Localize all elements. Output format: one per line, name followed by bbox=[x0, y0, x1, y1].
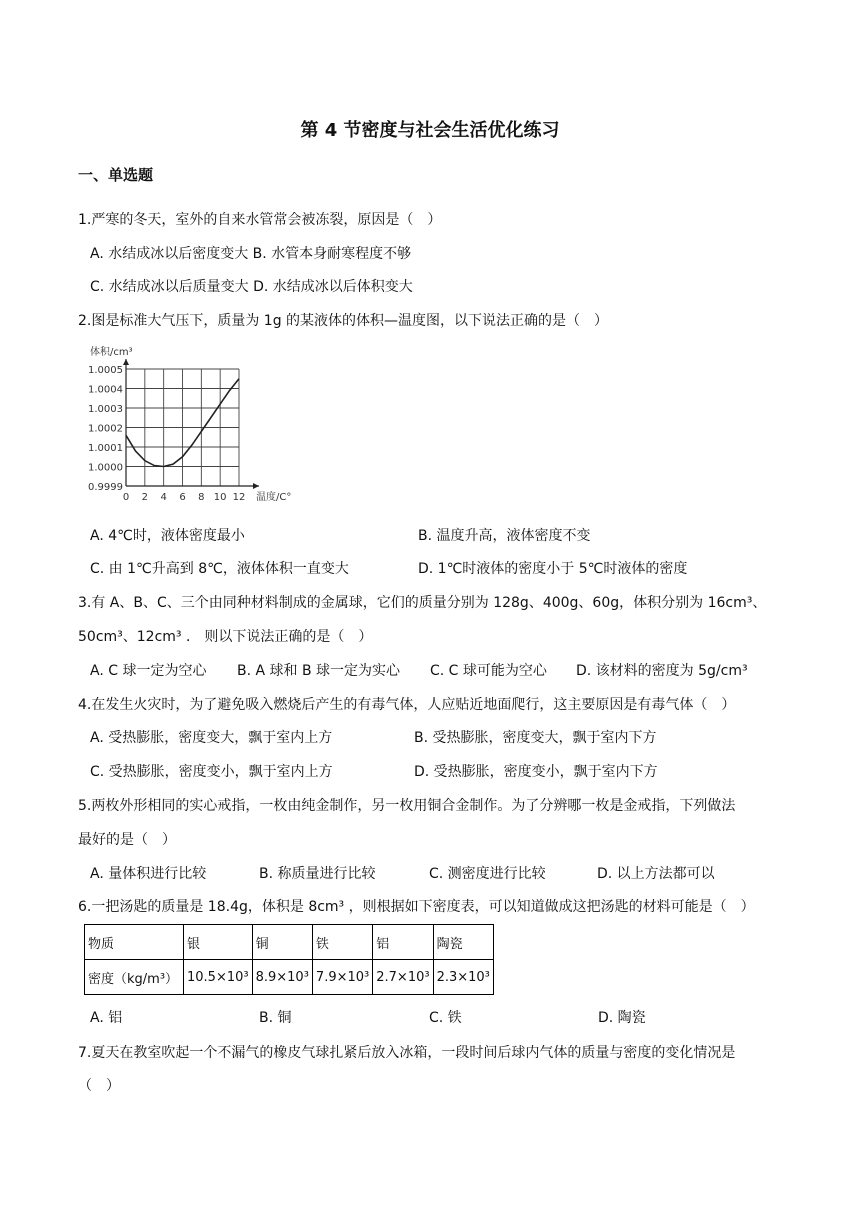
question-4-option-a: A. 受热膨胀，密度变大，飘于室内上方 bbox=[90, 730, 333, 746]
table-cell: 2.3×10³ bbox=[433, 960, 493, 995]
question-4-stem: 4.在发生火灾时，为了避免吸入燃烧后产生的有毒气体，人应贴近地面爬行，这主要原因是有毒气体（ ） bbox=[78, 697, 736, 713]
page-title: 第 4 节密度与社会生活优化练习 bbox=[300, 120, 560, 141]
table-cell: 陶瓷 bbox=[433, 925, 493, 960]
question-5-option-a: A. 量体积进行比较 bbox=[90, 866, 207, 882]
table-cell: 密度（kg/m³） bbox=[85, 960, 184, 995]
density-table bbox=[84, 924, 494, 995]
question-1-stem: 1.严寒的冬天，室外的自来水管常会被冻裂，原因是（ ） bbox=[78, 212, 442, 228]
question-6-option-b: B. 铜 bbox=[259, 1010, 292, 1026]
question-2-option-a: A. 4℃时，液体密度最小 bbox=[90, 528, 245, 544]
question-5-option-d: D. 以上方法都可以 bbox=[597, 866, 715, 882]
chart-xlabel: 温度/C° bbox=[256, 492, 292, 503]
question-2-stem: 2.图是标准大气压下，质量为 1g 的某液体的体积—温度图，以下说法正确的是（ ） bbox=[78, 313, 609, 329]
x-tick-label: 10 bbox=[213, 492, 227, 503]
question-6-option-d: D. 陶瓷 bbox=[598, 1010, 646, 1026]
question-3-stem-line-2: 50cm³、12cm³ ． 则以下说法正确的是（ ） bbox=[78, 629, 373, 645]
table-cell: 8.9×10³ bbox=[252, 960, 312, 995]
x-tick-label: 6 bbox=[179, 492, 186, 503]
table-cell: 2.7×10³ bbox=[373, 960, 433, 995]
table-row bbox=[85, 960, 494, 995]
y-tick-label: 1.0005 bbox=[88, 365, 123, 376]
chart-grid bbox=[126, 369, 239, 486]
chart-x-tick-labels bbox=[123, 492, 246, 503]
question-7-stem-line-2: （ ） bbox=[78, 1078, 120, 1094]
question-2-option-d: D. 1℃时液体的密度小于 5℃时液体的密度 bbox=[418, 561, 688, 577]
question-1-options-line-1: A. 水结成冰以后密度变大 B. 水管本身耐寒程度不够 bbox=[90, 246, 412, 262]
volume-temperature-chart bbox=[84, 340, 314, 505]
question-6-option-c: C. 铁 bbox=[429, 1010, 462, 1026]
question-4-option-b: B. 受热膨胀，密度变大，飘于室内下方 bbox=[414, 730, 657, 746]
question-5-stem-line-1: 5.两枚外形相同的实心戒指，一枚由纯金制作，另一枚用铜合金制作。为了分辨哪一枚是金戒指，下列做法 bbox=[78, 798, 736, 814]
y-axis-arrow bbox=[123, 359, 129, 365]
question-4-option-d: D. 受热膨胀，密度变小，飘于室内下方 bbox=[414, 764, 658, 780]
y-tick-label: 0.9999 bbox=[88, 482, 123, 493]
question-3-option-c: C. C 球可能为空心 bbox=[430, 663, 547, 679]
question-3-option-b: B. A 球和 B 球一定为实心 bbox=[237, 663, 401, 679]
y-tick-label: 1.0000 bbox=[88, 462, 123, 474]
table-cell: 10.5×10³ bbox=[184, 960, 253, 995]
question-3-option-a: A. C 球一定为空心 bbox=[90, 663, 207, 679]
y-tick-label: 1.0002 bbox=[88, 423, 123, 435]
question-2-option-b: B. 温度升高，液体密度不变 bbox=[418, 528, 591, 544]
x-tick-label: 8 bbox=[198, 492, 205, 503]
x-tick-label: 2 bbox=[141, 492, 149, 503]
question-3-option-d: D. 该材料的密度为 5g/cm³ bbox=[576, 663, 748, 679]
question-7-stem-line-1: 7.夏天在教室吹起一个不漏气的橡皮气球扎紧后放入冰箱，一段时间后球内气体的质量与密度的变化情况是 bbox=[78, 1045, 736, 1061]
question-6-stem: 6.一把汤匙的质量是 18.4g，体积是 8cm³ ，则根据如下密度表，可以知道做成这把汤匙的材料可能是（ ） bbox=[78, 899, 755, 915]
section-heading: 一、单选题 bbox=[78, 166, 154, 184]
y-tick-label: 1.0003 bbox=[88, 404, 123, 415]
table-cell: 铝 bbox=[373, 925, 433, 960]
question-2-option-c: C. 由 1℃升高到 8℃，液体体积一直变大 bbox=[90, 561, 349, 577]
question-4-option-c: C. 受热膨胀，密度变小，飘于室内上方 bbox=[90, 764, 333, 780]
table-cell: 铜 bbox=[252, 925, 312, 960]
chart-y-tick-labels bbox=[88, 365, 123, 493]
table-cell: 物质 bbox=[85, 925, 184, 960]
table-cell: 银 bbox=[184, 925, 253, 960]
question-5-option-c: C. 测密度进行比较 bbox=[429, 866, 546, 882]
x-tick-label: 12 bbox=[232, 492, 246, 503]
question-6-option-a: A. 铝 bbox=[90, 1010, 123, 1026]
question-5-stem-line-2: 最好的是（ ） bbox=[78, 832, 176, 848]
x-tick-label: 0 bbox=[122, 492, 130, 503]
table-cell: 铁 bbox=[312, 925, 372, 960]
y-tick-label: 1.0001 bbox=[88, 443, 123, 454]
x-tick-label: 4 bbox=[160, 492, 167, 503]
x-axis-arrow bbox=[253, 483, 259, 489]
chart-ylabel: 体积/cm³ bbox=[90, 347, 133, 358]
question-3-stem-line-1: 3.有 A、B、C、三个由同种材料制成的金属球，它们的质量分别为 128g、400g、60g，体积分别为 16cm³、 bbox=[78, 595, 767, 611]
question-5-option-b: B. 称质量进行比较 bbox=[259, 866, 376, 882]
table-cell: 7.9×10³ bbox=[312, 960, 372, 995]
table-row bbox=[85, 925, 494, 960]
question-1-options-line-2: C. 水结成冰以后质量变大 D. 水结成冰以后体积变大 bbox=[90, 279, 413, 295]
y-tick-label: 1.0004 bbox=[88, 384, 123, 396]
